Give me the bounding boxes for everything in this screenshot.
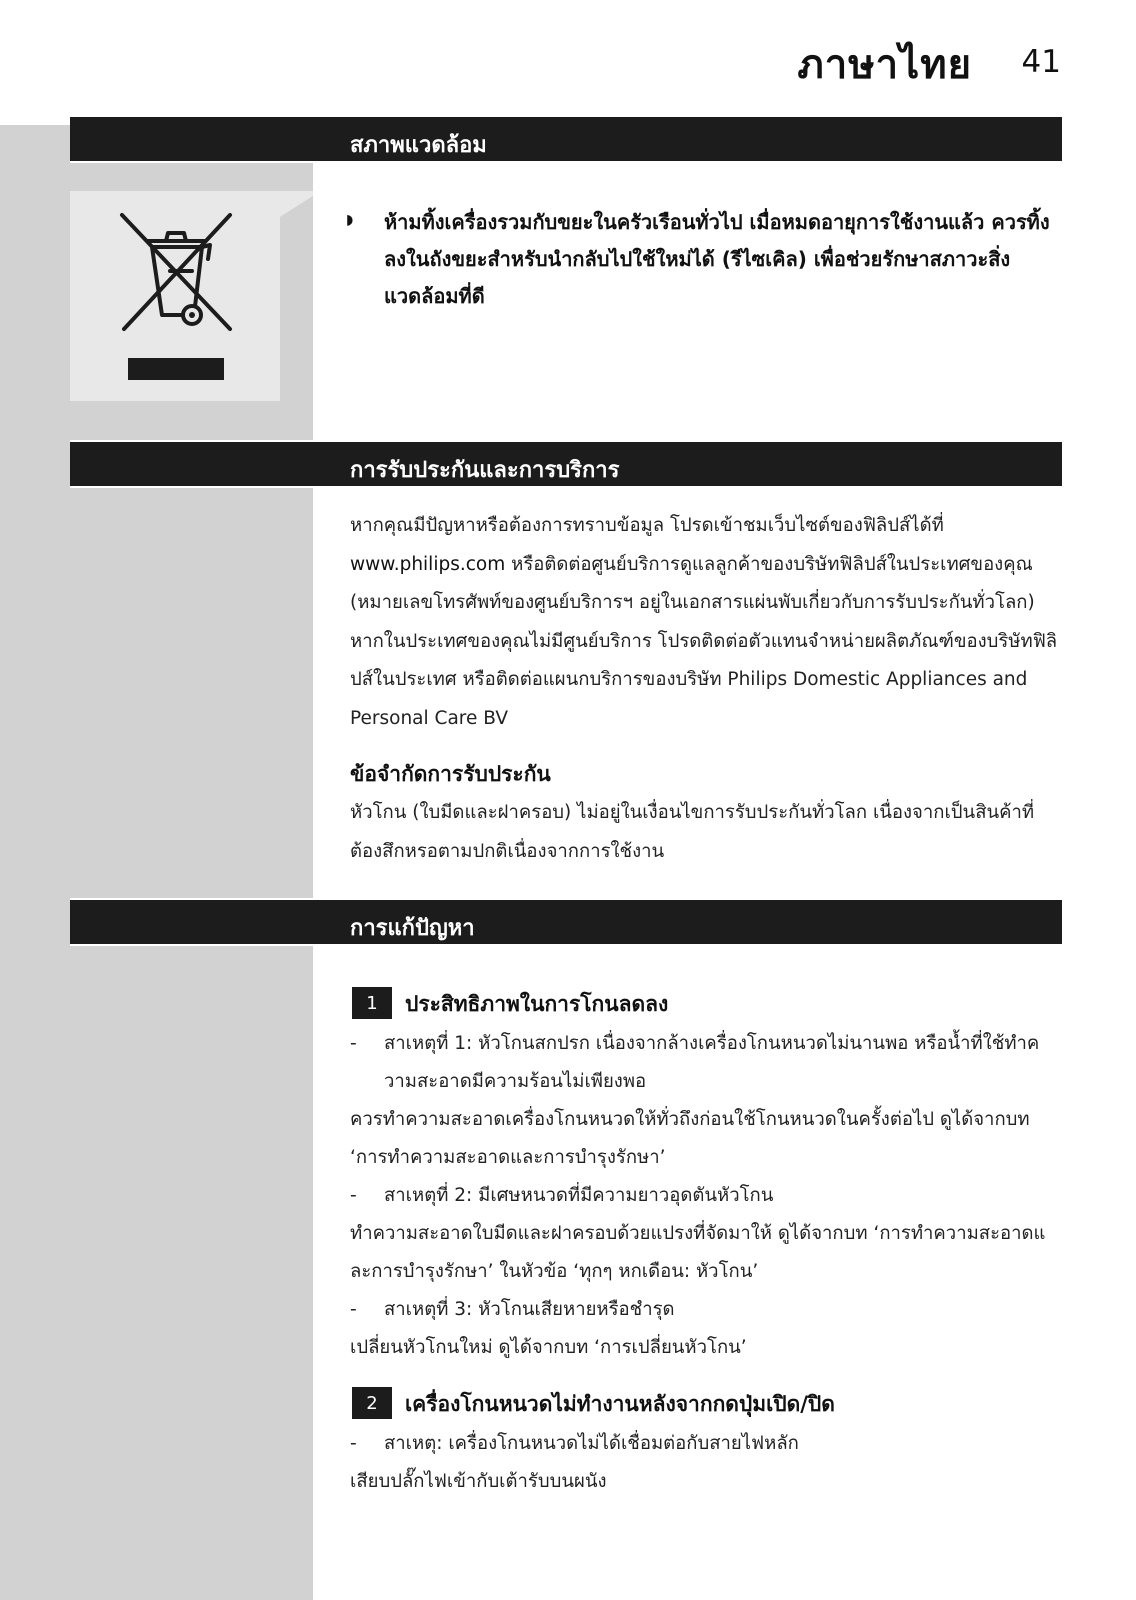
philips-website-link[interactable]: www.philips.com [350,553,506,575]
page-number: 41 [1021,44,1061,80]
dash: - [350,1033,357,1054]
step-number-2: 2 [352,1387,392,1419]
solution-4: เสียบปลั๊กไฟเข้ากับเต้ารับบนผนัง [350,1471,607,1492]
solution-text: ควรทำความสะอาดเครื่องโกนหนวดให้ทั่วถึงก่อนใช้โกนหนวดในครั้งต่อไป ดูได้จากบท [350,1109,1030,1130]
dash: - [350,1433,357,1454]
step-number-1: 1 [352,987,392,1019]
panel-pointer [280,191,313,237]
environment-text: ห้ามทิ้งเครื่องรวมกับขยะในครัวเรือนทั่วไป เมื่อหมดอายุการใช้งานแล้ว ควรทิ้งลงในถังขยะสำหรับนำกลับไปใช้ใหม่ได้ (รีไซเคิล) เพื่อช่วยรักษาสภาวะสิ่งแวดล้อมที่ดี [384,210,1050,308]
crossed-out-wheelie-bin-icon [118,211,234,335]
bin-underline-bar [128,358,224,380]
dash: - [350,1185,357,1206]
cause-4 [350,1425,1062,1463]
section-title: สภาพแวดล้อม [350,133,487,158]
restrictions-heading: ข้อจำกัดการรับประกัน [350,762,551,786]
guarantee-paragraph [350,507,1062,738]
step-title-1: ประสิทธิภาพในการโกนลดลง [405,992,669,1016]
cause-text-continued: วามสะอาดมีความร้อนไม่เพียงพอ [384,1071,647,1092]
step-title-2: เครื่องโกนหนวดไม่ทำงานหลังจากกดปุ่มเปิด/ปิด [405,1392,835,1416]
solution-text-continued: ละการบำรุงรักษา’ ในหัวข้อ ‘ทุกๆ หกเดือน: หัวโกน’ [350,1261,759,1282]
divider [70,944,313,946]
cause-text: สาเหตุ: เครื่องโกนหนวดไม่ได้เชื่อมต่อกับสายไฟหลัก [384,1433,799,1454]
cause-text: สาเหตุที่ 1: หัวโกนสกปรก เนื่องจากล้างเครื่องโกนหนวดไม่นานพอ หรือน้ำที่ใช้ทำค [384,1033,1040,1054]
cause-3 [350,1291,1062,1329]
recycle-icon-panel [70,191,280,401]
solution-text-continued: ‘การทำความสะอาดและการบำรุงรักษา’ [350,1147,666,1168]
solution-3: เปลี่ยนหัวโกนใหม่ ดูได้จากบท ‘การเปลี่ยนหัวโกน’ [350,1337,747,1358]
cause-1 [350,1025,1062,1101]
solution-text: ทำความสะอาดใบมีดและฝาครอบด้วยแปรงที่จัดมาให้ ดูได้จากบท ‘การทำความสะอาดแ [350,1223,1046,1244]
cause-text: สาเหตุที่ 2: มีเศษหนวดที่มีความยาวอุดตันหัวโกน [384,1185,774,1206]
arrow-bullet-icon: ◗ [346,212,354,228]
section-title: การแก้ปัญหา [350,916,475,941]
section-header-troubleshooting [70,898,1062,946]
guarantee-intro: หากคุณมีปัญหาหรือต้องการทราบข้อมูล โปรดเข้าชมเว็บไซต์ของฟิลิปส์ได้ที่ [350,515,944,536]
solution-2 [350,1215,1062,1291]
solution-1 [350,1101,1062,1177]
section-header-guarantee [70,440,1062,488]
section-title: การรับประกันและการบริการ [350,458,620,483]
language-title: ภาษาไทย [797,42,972,88]
cause-2 [350,1177,1062,1215]
cause-text: สาเหตุที่ 3: หัวโกนเสียหายหรือชำรุด [384,1299,675,1320]
restrictions-text: หัวโกน (ใบมีดและฝาครอบ) ไม่อยู่ในเงื่อนไขการรับประกันทั่วโลก เนื่องจากเป็นสินค้าที่ต้องสึกหรอตามปกติเนื่องจากการใช้งาน [350,802,1035,862]
dash: - [350,1299,357,1320]
guarantee-details: หรือติดต่อศูนย์บริการดูแลลูกค้าของบริษัทฟิลิปส์ในประเทศของคุณ (หมายเลขโทรศัพท์ของศูนย์บริการฯ อยู่ในเอกสารแผ่นพับเกี่ยวกับการรับประกันทั่วโลก) หากในประเทศของคุณไม่มีศูนย์บริการ โปรดติดต่อตัวแทนจำหน่ายผลิตภัณฑ์ของบริษัทฟิลิปส์ในประเทศ หรือติดต่อแผนกบริการของบริษัท Philips Domestic Appliances and Personal Care BV [350,553,1058,729]
divider [70,486,313,488]
section-header-environment [70,115,1062,163]
